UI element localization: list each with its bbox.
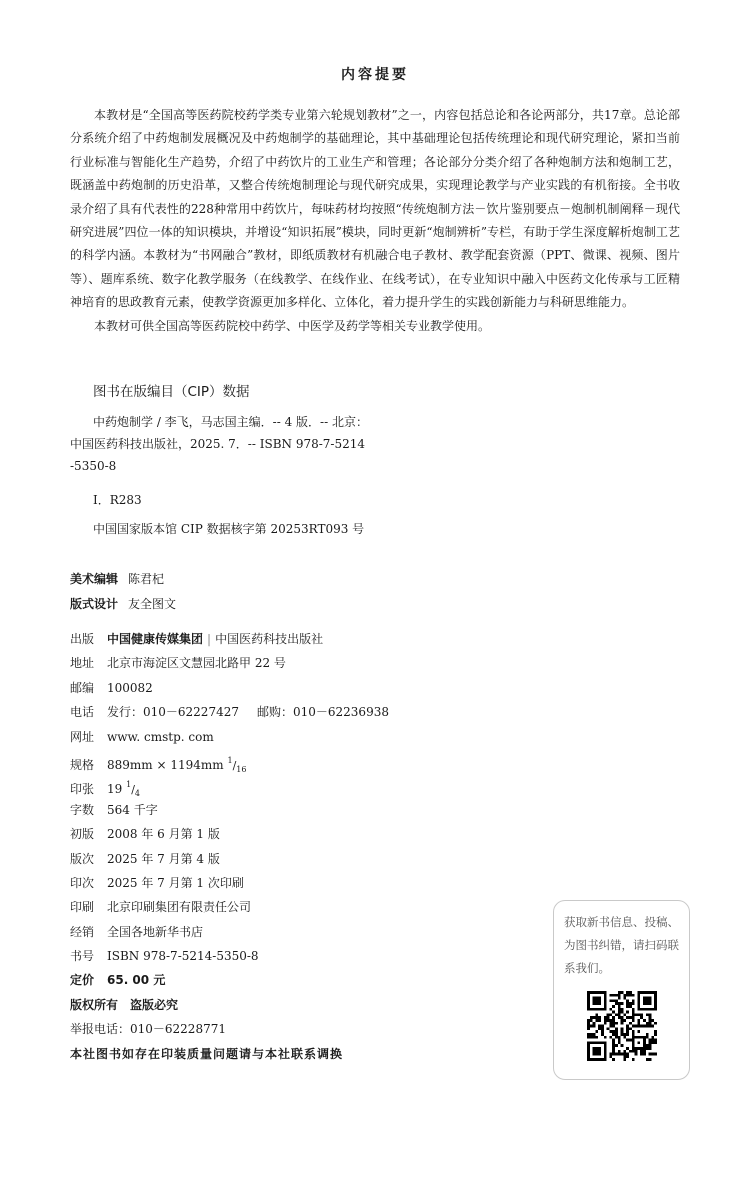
printing-row [70, 871, 389, 895]
edition-row [70, 847, 389, 871]
website-row [70, 725, 389, 749]
credit-value: 友全图文 [128, 597, 177, 611]
row-label: 印刷 [70, 900, 95, 915]
row-label: 地址 [70, 656, 95, 671]
qr-contact-card [553, 900, 690, 1080]
publisher-group: 中国健康传媒集团 [107, 632, 204, 646]
phone-issue: 发行：010－62227427 [107, 705, 239, 720]
report-phone: 举报电话：010－62228771 [70, 1022, 226, 1037]
row-label: 出版 [70, 632, 95, 646]
row-label: 电话 [70, 705, 95, 720]
isbn-row [70, 944, 389, 968]
cip-approval-number: 中国国家版本馆 CIP 数据核字第 20253RT093 号 [93, 522, 365, 536]
row-value: ISBN 978-7-5214-5350-8 [107, 949, 259, 964]
row-label: 印次 [70, 875, 95, 890]
postcode-row [70, 676, 389, 700]
cip-entry [70, 411, 368, 477]
printer-row [70, 895, 389, 919]
row-value: 北京市海淀区文慧园北路甲 22 号 [107, 656, 286, 671]
row-label: 字数 [70, 802, 95, 817]
row-label: 初版 [70, 827, 95, 842]
row-label: 书号 [70, 949, 95, 964]
row-value: 全国各地新华书店 [107, 924, 204, 939]
quality-notice: 本社图书如存在印装质量问题请与本社联系调换 [70, 1046, 344, 1061]
publisher-row [70, 627, 389, 651]
row-label: 经销 [70, 924, 95, 939]
distributor-row [70, 920, 389, 944]
fraction-numerator: 1 [126, 780, 132, 790]
row-label: 邮编 [70, 680, 95, 695]
credit-art-editor [70, 570, 164, 587]
fraction-numerator: 1 [227, 755, 233, 765]
publisher-press: 中国医药科技出版社 [215, 632, 324, 646]
row-value: 100082 [107, 680, 153, 695]
fraction-denominator: 16 [236, 764, 247, 774]
copyright-notice: 版权所有 盗版必究 [70, 997, 179, 1012]
publication-info [70, 627, 389, 1066]
credit-value: 陈君杞 [128, 572, 165, 586]
price-value: 65. 00 元 [107, 973, 166, 988]
price-row [70, 968, 389, 992]
row-value: www. cmstp. com [107, 729, 214, 744]
credit-label: 美术编辑 [70, 572, 119, 586]
row-value: 19 [107, 782, 123, 797]
fraction-slash: / [232, 758, 237, 772]
summary-body [70, 104, 680, 338]
summary-title: 内容提要 [341, 67, 409, 83]
row-value: 564 千字 [107, 802, 158, 817]
row-value: 2025 年 7 月第 4 版 [107, 851, 220, 866]
phone-mail: 邮购：010－62236938 [256, 705, 389, 720]
row-value: 2025 年 7 月第 1 次印刷 [107, 875, 244, 890]
word-count-row [70, 798, 389, 822]
fraction-slash: / [131, 783, 135, 797]
sheets-row [70, 773, 389, 797]
cip-entry-line: 中药炮制学 / 李飞，马志国主编．-- 4 版．-- 北京： [93, 415, 368, 429]
row-value: 北京印刷集团有限责任公司 [107, 900, 252, 915]
cip-heading: 图书在版编目（CIP）数据 [93, 384, 250, 400]
cip-entry-line: 中国医药科技出版社，2025. 7．-- ISBN 978-7-5214 [70, 437, 366, 451]
summary-paragraph: 本教材是“全国高等医药院校药学类专业第六轮规划教材”之一，内容包括总论和各论两部分，共17章。总论部分系统介绍了中药炮制发展概况及中药炮制学的基础理论，其中基础理论包括传统理论和现代研究理论，紧扣当前行业标准与智能化生产趋势，介绍了中药饮片的工业生产和管理；各论部分分类介绍了各种炮制方法和炮制工艺，既涵盖中药炮制的历史沿革，又整合传统炮制理论与现代研究成果，实现理论教学与产业实践的有机衔接。全书收录介绍了具有代表性的228种常用中药饮片，每味药材均按照“传统炮制方法－饮片鉴别要点－炮制机制阐释－现代研究进展”四位一体的知识模块，并增设“知识拓展”模块，同时更新“炮制辨析”专栏，有助于学生深度解析炮制工艺的科学内涵。本教材为“书网融合”教材，即纸质教材有机融合电子教材、教学配套资源（PPT、微课、视频、图片等）、题库系统、数字化教学服务（在线教学、在线作业、在线考试），在专业知识中融入中医药文化传承与工匠精神培育的思政教育元素，使教学资源更加多样化、立体化，着力提升学生的实践创新能力与科研思维能力。 [70, 108, 680, 310]
row-label: 印张 [70, 782, 95, 797]
qr-card-text: 获取新书信息、投稿、为图书纠错，请扫码联系我们。 [564, 915, 679, 975]
credit-label: 版式设计 [70, 597, 119, 611]
row-value: 889mm × 1194mm [107, 757, 224, 772]
row-label: 版次 [70, 851, 95, 866]
divider: | [207, 632, 212, 646]
first-edition-row [70, 822, 389, 846]
cip-entry-line: -5350-8 [70, 459, 117, 473]
fraction-denominator: 4 [134, 789, 141, 799]
qr-code-icon[interactable] [587, 991, 657, 1061]
phone-row [70, 700, 389, 724]
row-value: 2008 年 6 月第 1 版 [107, 827, 220, 842]
cip-classification: Ⅰ．R283 [93, 493, 142, 507]
row-label: 定价 [70, 973, 95, 988]
row-label: 网址 [70, 729, 95, 744]
summary-paragraph: 本教材可供全国高等医药院校中药学、中医学及药学等相关专业教学使用。 [94, 318, 491, 333]
format-row [70, 749, 389, 773]
address-row [70, 651, 389, 675]
row-label: 规格 [70, 757, 95, 772]
credit-layout-design [70, 595, 176, 612]
